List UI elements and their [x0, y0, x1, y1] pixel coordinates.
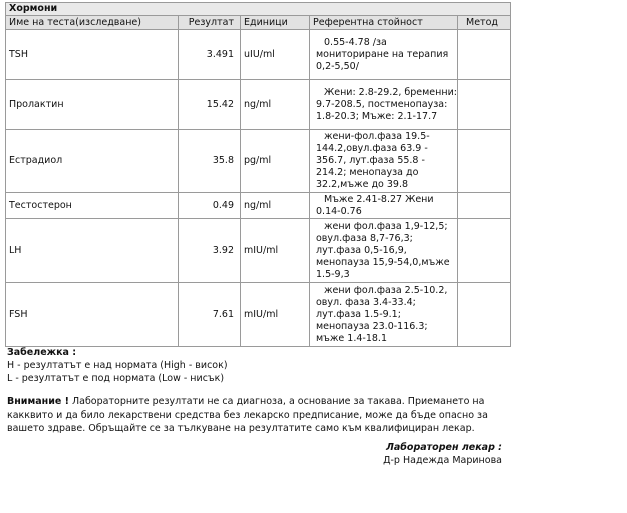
table-row — [6, 219, 511, 283]
test-reference — [310, 219, 458, 283]
reference-line: овул.фаза 8,7-76,3; — [316, 232, 413, 244]
test-reference — [310, 80, 458, 130]
doctor-block — [300, 441, 502, 467]
doctor-name: Д-р Надежда Маринова — [383, 455, 502, 466]
reference-line: 0,2-5,50/ — [316, 60, 359, 72]
test-name: TSH — [6, 30, 179, 80]
test-method — [458, 130, 511, 193]
hormones-table — [5, 2, 511, 347]
reference-line: Мъже 2.41-8.27 Жени — [324, 193, 434, 205]
notes-block — [7, 346, 507, 385]
header-row — [6, 16, 511, 30]
test-reference — [310, 193, 458, 219]
note-low: L - резултатът е под нормата (Low - нисък) — [7, 373, 225, 384]
test-reference — [310, 283, 458, 347]
notes-title: Забележка : — [7, 347, 77, 358]
warning-text: Лабораторните резултати не са диагноза, а основание за такава. Приемането на какквито и да било лекарствени средства без лекарско предписание, може да бъде опасно за вашето здраве. Обръщайте се за тълкуване на резултатите само към квалифициран лекар. — [7, 396, 488, 434]
reference-line: 356.7, лут.фаза 55.8 - — [316, 155, 425, 166]
reference-line: лут.фаза 0,5-16,9, — [316, 244, 407, 256]
warning-block — [7, 395, 507, 436]
test-units: mIU/ml — [241, 283, 310, 347]
test-result: 7.61 — [179, 283, 241, 347]
test-reference — [310, 130, 458, 193]
test-reference — [310, 30, 458, 80]
reference-line: лут.фаза 1.5-9.1; — [316, 308, 401, 320]
test-units: pg/ml — [241, 130, 310, 193]
test-units: ng/ml — [241, 80, 310, 130]
col-header-reference: Референтна стойност — [310, 16, 458, 30]
reference-line: 9.7-208.5, постменопауза: — [316, 98, 448, 110]
reference-line: 32.2,мъже до 39.8 — [316, 179, 409, 190]
test-units: mIU/ml — [241, 219, 310, 283]
reference-line: жени фол.фаза 1,9-12,5; — [324, 220, 448, 232]
reference-line: менопауза 15,9-54,0,мъже — [316, 256, 450, 268]
reference-line: жени-фол.фаза 19.5- — [324, 131, 430, 142]
test-name: Естрадиол — [6, 130, 179, 193]
reference-line: жени фол.фаза 2.5-10.2, — [324, 284, 448, 296]
col-header-name: Име на теста(изследване) — [6, 16, 179, 30]
reference-line: 0.14-0.76 — [316, 205, 362, 217]
test-method — [458, 30, 511, 80]
reference-line: мъже 1.4-18.1 — [316, 332, 387, 344]
test-method — [458, 219, 511, 283]
section-title: Хормони — [6, 3, 511, 16]
table-row — [6, 80, 511, 130]
section-row — [6, 3, 511, 16]
test-result: 3.491 — [179, 30, 241, 80]
col-header-result: Резултат — [179, 16, 241, 30]
test-result: 0.49 — [179, 193, 241, 219]
table-row — [6, 30, 511, 80]
warning-label: Внимание ! — [7, 396, 69, 407]
note-high: H - резултатът е над нормата (High - висок) — [7, 360, 228, 371]
test-name: Тестостерон — [6, 193, 179, 219]
test-units: ng/ml — [241, 193, 310, 219]
doctor-label: Лабораторен лекар : — [386, 442, 502, 453]
table-row — [6, 283, 511, 347]
test-units: uIU/ml — [241, 30, 310, 80]
test-result: 35.8 — [179, 130, 241, 193]
col-header-method: Метод — [458, 16, 511, 30]
reference-line: 214.2; менопауза до — [316, 167, 419, 178]
reference-line: овул. фаза 3.4-33.4; — [316, 296, 416, 308]
reference-line: менопауза 23.0-116.3; — [316, 320, 428, 332]
test-name: Пролактин — [6, 80, 179, 130]
reference-line: Жени: 2.8-29.2, бременни: — [324, 86, 457, 98]
test-result: 15.42 — [179, 80, 241, 130]
lab-report — [5, 2, 510, 347]
reference-line: 144.2,овул.фаза 63.9 - — [316, 143, 428, 154]
test-method — [458, 193, 511, 219]
reference-line: 0.55-4.78 /за — [324, 36, 387, 48]
test-method — [458, 283, 511, 347]
table-row — [6, 130, 511, 193]
test-name: LH — [6, 219, 179, 283]
table-row — [6, 193, 511, 219]
reference-line: 1.5-9,3 — [316, 268, 350, 280]
test-name: FSH — [6, 283, 179, 347]
reference-line: 1.8-20.3; Мъже: 2.1-17.7 — [316, 110, 438, 122]
reference-line: мониториране на терапия — [316, 48, 449, 60]
col-header-units: Единици — [241, 16, 310, 30]
test-method — [458, 80, 511, 130]
test-result: 3.92 — [179, 219, 241, 283]
